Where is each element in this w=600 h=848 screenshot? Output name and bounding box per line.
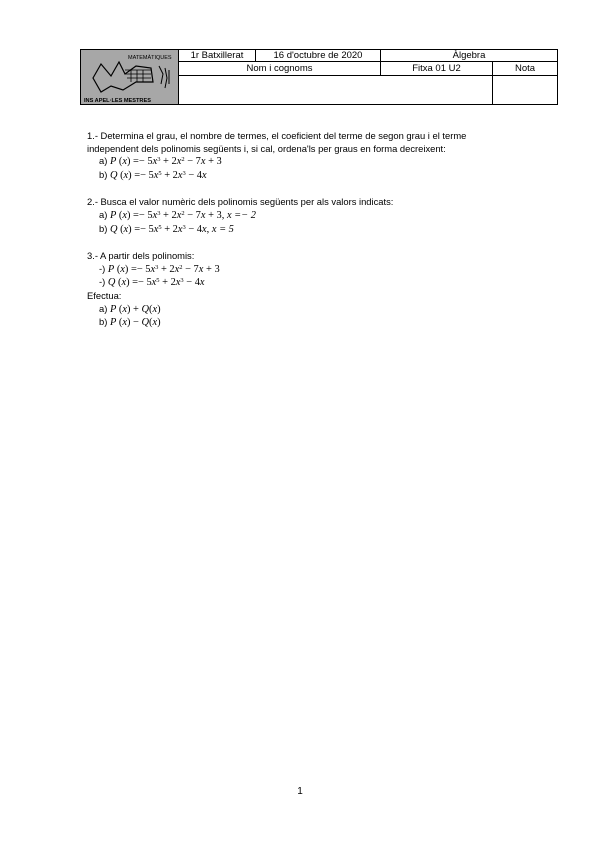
exercise3-item-label: -) bbox=[99, 276, 106, 288]
polynomial-p: P $(x) =- 5x^3 + 2x^2 - 7x + 3$ bbox=[109, 156, 222, 168]
polynomial-p: P $(x) =- 5x^3 + 2x^2 - 7x + 3$, bbox=[109, 209, 225, 221]
page-number: 1 bbox=[297, 786, 303, 797]
building-outline bbox=[93, 62, 153, 92]
school-logo bbox=[81, 50, 179, 105]
exercise3-item-q bbox=[87, 276, 527, 290]
exercise1-a-label: a) bbox=[99, 155, 108, 167]
school-logo-drawing bbox=[81, 50, 179, 106]
exercise1-title-line2: independent dels polinomis següents i, si cal, ordena'ls per graus en forma decreixent: bbox=[87, 142, 446, 154]
exercise2-title: 2.- Busca el valor numèric dels polinomis següents per als valors indicats: bbox=[87, 196, 394, 208]
exercise3-item-label: -) bbox=[99, 262, 106, 274]
exercise3-item-b bbox=[87, 316, 527, 330]
exercise3-title: 3.- A partir dels polinomis: bbox=[87, 250, 195, 262]
exercise-content bbox=[87, 130, 527, 330]
logo-text-top: MATEMÀTIQUES bbox=[128, 55, 172, 61]
exercise3-b-label: b) bbox=[99, 316, 108, 328]
polynomial-q: Q $(x) =- 5x^5 + 2x^3 - 4x$ bbox=[107, 277, 205, 289]
exercise2-item-a bbox=[87, 209, 527, 223]
date-cell: 16 d'octubre de 2020 bbox=[256, 50, 381, 62]
exercise1-item-a bbox=[87, 155, 527, 169]
exercise3-a-label: a) bbox=[99, 302, 108, 314]
logo-signature-marks bbox=[159, 66, 169, 88]
grade-label-cell: Nota bbox=[493, 62, 558, 76]
exercise2-a-label: a) bbox=[99, 208, 108, 220]
polynomial-q: Q $(x) =- 5x^5 + 2x^3 - 4x$, bbox=[109, 223, 210, 235]
course-cell: 1r Batxillerat bbox=[179, 50, 256, 62]
exercise2-b-label: b) bbox=[99, 222, 108, 234]
sheet-cell: Fitxa 01 U2 bbox=[381, 62, 493, 76]
exercise3-effect-label: Efectua: bbox=[87, 289, 122, 301]
exercise2-a-value: x =− 2 bbox=[226, 209, 256, 221]
name-label-cell: Nom i cognoms bbox=[179, 62, 381, 76]
header-table bbox=[80, 49, 558, 105]
polynomial-p: P $(x) =- 5x^3 + 2x^2 - 7x + 3$ bbox=[107, 263, 220, 275]
subject-cell: Àlgebra bbox=[381, 50, 558, 62]
exercise1-b-label: b) bbox=[99, 168, 108, 180]
exercise2-item-b bbox=[87, 223, 527, 237]
exercise3-item-p bbox=[87, 263, 527, 277]
exercise1-item-b bbox=[87, 169, 527, 183]
polynomial-q: Q $(x) =- 5x^5 + 2x^3 - 4x$ bbox=[109, 169, 207, 181]
exercise3-item-a bbox=[87, 303, 527, 317]
exercise1-title-line1: 1.- Determina el grau, el nombre de termes, el coeficient del terme de segon grau i el terme bbox=[87, 130, 467, 141]
expression-difference: P (x) − Q(x) bbox=[109, 317, 161, 329]
grade-input-cell[interactable] bbox=[493, 76, 558, 105]
exercise2-b-value: x = 5 bbox=[211, 223, 234, 235]
name-input-cell[interactable] bbox=[179, 76, 493, 105]
expression-sum: P (x) + Q(x) bbox=[109, 303, 161, 315]
logo-text-bottom: INS APEL·LES MESTRES bbox=[84, 98, 151, 104]
